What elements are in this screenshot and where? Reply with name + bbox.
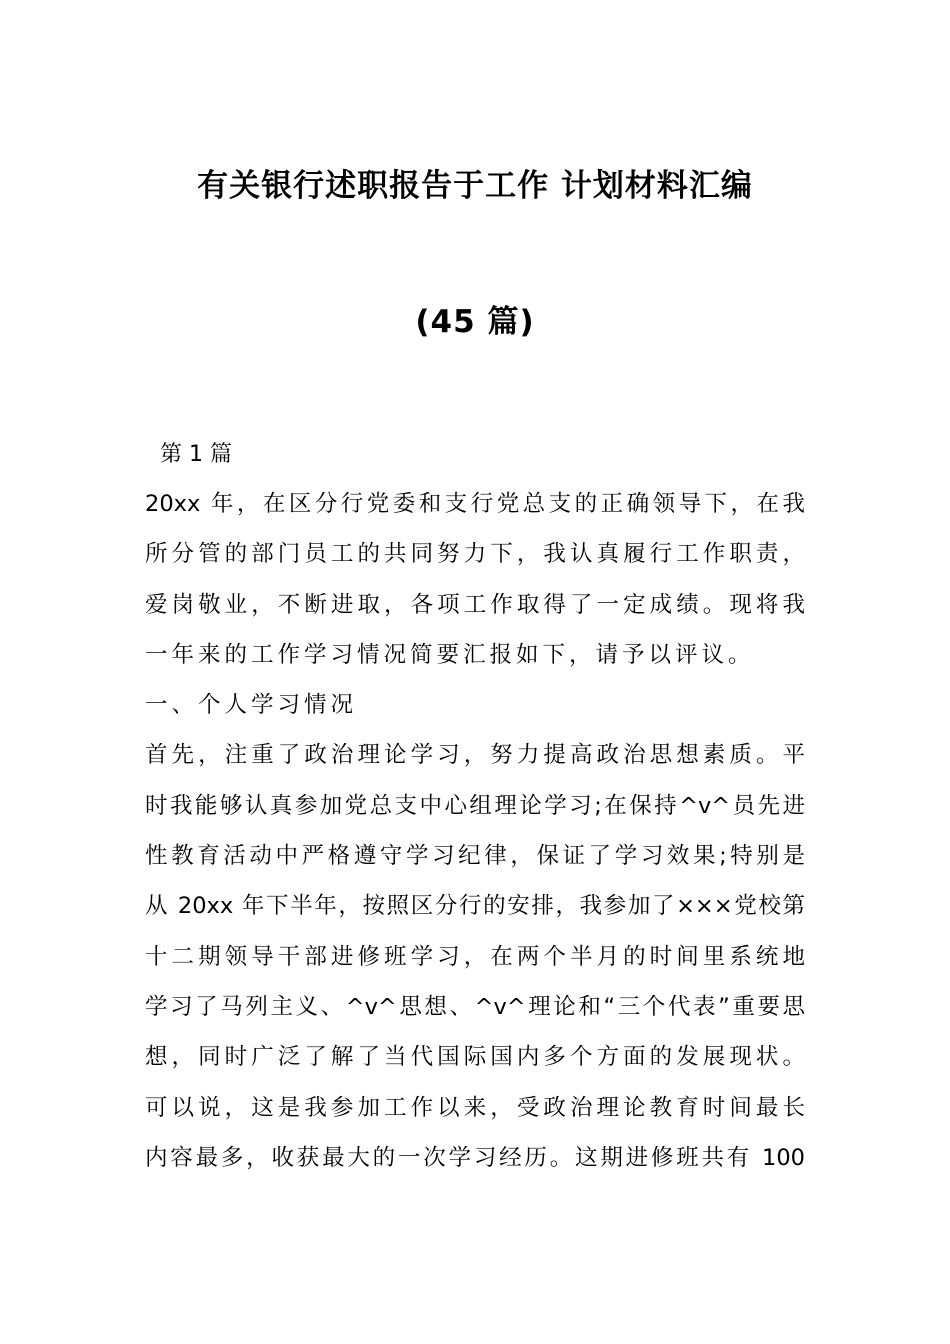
body-line: 十二期领导干部进修班学习，在两个半月的时间里系统地 — [145, 943, 805, 970]
body-line: 20xx 年，在区分行党委和支行党总支的正确领导下，在我 — [145, 491, 805, 517]
document-body — [145, 488, 805, 1192]
body-line: 性教育活动中严格遵守学习纪律，保证了学习效果;特别是 — [145, 843, 805, 870]
subsection-heading: 一、个人学习情况 — [145, 692, 358, 719]
document-subtitle-count: (45 篇) — [415, 304, 535, 340]
section-heading: 第 1 篇 — [160, 442, 232, 467]
body-line: 想，同时广泛了解了当代国际国内多个方面的发展现状。 — [145, 1044, 805, 1071]
body-line: 学习了马列主义、^v^思想、^v^理论和“三个代表”重要思 — [145, 993, 805, 1020]
body-line: 所分管的部门员工的共同努力下，我认真履行工作职责， — [145, 541, 805, 568]
body-line: 一年来的工作学习情况简要汇报如下，请予以评议。 — [145, 641, 755, 668]
body-line: 时我能够认真参加党总支中心组理论学习;在保持^v^员先进 — [145, 792, 805, 819]
body-line: 可以说，这是我参加工作以来，受政治理论教育时间最长 — [145, 1094, 805, 1121]
body-line: 首先，注重了政治理论学习，努力提高政治思想素质。平 — [145, 742, 805, 769]
body-line: 从 20xx 年下半年，按照区分行的安排，我参加了×××党校第 — [145, 893, 805, 920]
document-title: 有关银行述职报告于工作 计划材料汇编 — [197, 168, 753, 204]
body-line: 内容最多，收获最大的一次学习经历。这期进修班共有 100 — [145, 1144, 805, 1171]
body-line: 爱岗敬业，不断进取，各项工作取得了一定成绩。现将我 — [145, 591, 805, 618]
